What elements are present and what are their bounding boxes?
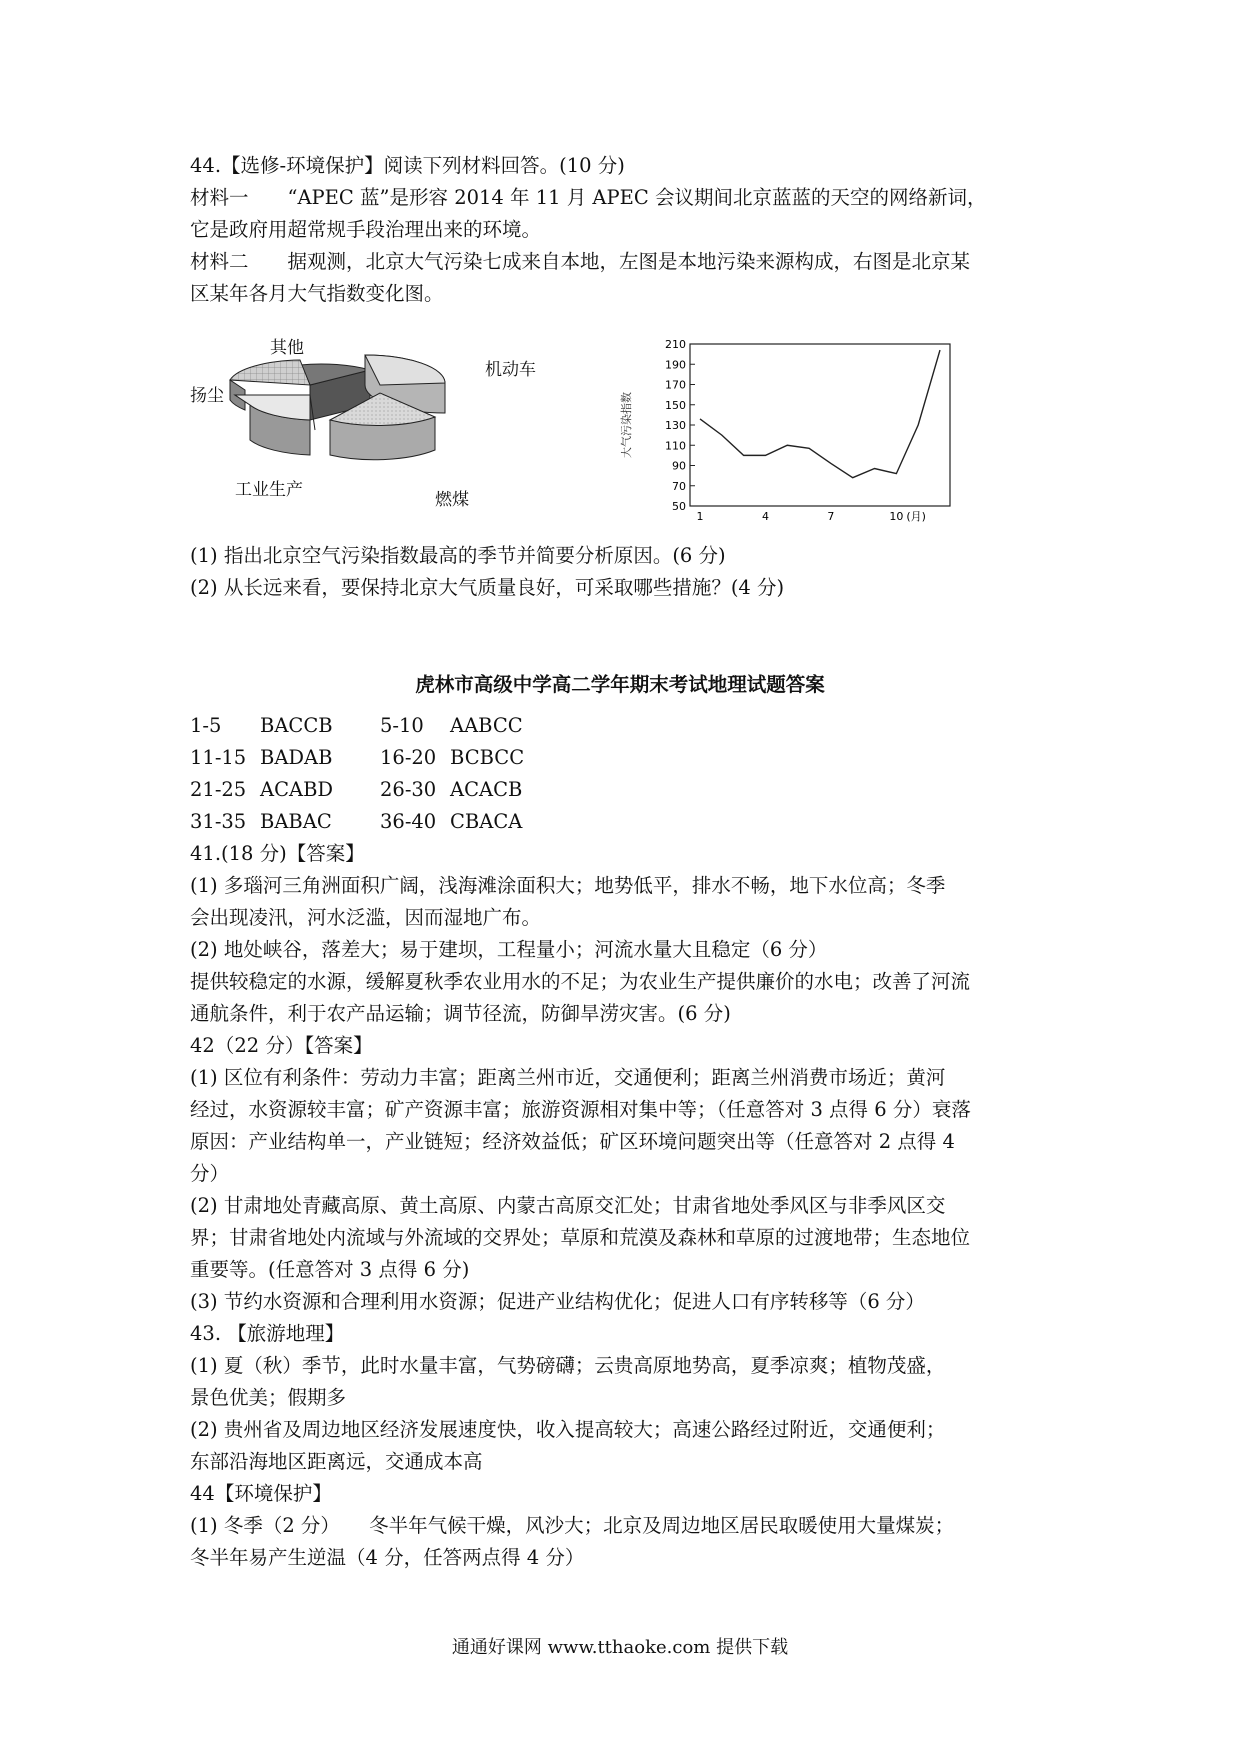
answer-line: 41.(18 分)【答案】	[190, 842, 365, 865]
answer-letters: BADAB	[260, 746, 333, 769]
air-index-line-chart	[600, 330, 960, 540]
y-tick-label: 50	[672, 500, 686, 513]
pie-label-vehicle: 机动车	[485, 360, 536, 380]
y-tick-label: 130	[665, 419, 686, 432]
answer-line: 44【环境保护】	[190, 1482, 332, 1505]
answer-line: (2) 贵州省及周边地区经济发展速度快，收入提高较大；高速公路经过附近，交通便利；	[190, 1418, 946, 1441]
answer-line: 重要等。(任意答对 3 点得 6 分)	[190, 1258, 470, 1281]
pie-label-dust: 扬尘	[190, 386, 224, 406]
material-1-line-2: 它是政府用超常规手段治理出来的环境。	[190, 218, 542, 241]
answer-line: 冬半年易产生逆温（4 分，任答两点得 4 分）	[190, 1546, 585, 1569]
answer-line: (1) 冬季（2 分） 冬半年气候干燥，风沙大；北京及周边地区居民取暖使用大量煤炭；	[190, 1514, 955, 1537]
question-range: 16-20	[380, 746, 437, 769]
answer-line: (1) 多瑙河三角洲面积广阔，浅海滩涂面积大；地势低平，排水不畅，地下水位高；冬季	[190, 874, 946, 897]
answer-line: 分）	[190, 1162, 230, 1185]
x-tick-label: 7	[827, 510, 835, 523]
material-1-line-1: 材料一 “APEC 蓝”是形容 2014 年 11 月 APEC 会议期间北京蓝蓝的天空的网络新词，	[190, 186, 987, 209]
answer-line: (2) 甘肃地处青藏高原、黄土高原、内蒙古高原交汇处；甘肃省地处季风区与非季风区交	[190, 1194, 946, 1217]
answer-line: 界；甘肃省地处内流域与外流域的交界处；草原和荒漠及森林和草原的过渡地带；生态地位	[190, 1226, 971, 1249]
y-tick-label: 210	[665, 338, 686, 351]
answers-title: 虎林市高级中学高二学年期末考试地理试题答案	[415, 673, 825, 696]
footer: 通通好课网 www.tthaoke.com 提供下载	[451, 1637, 789, 1658]
y-tick-label: 190	[665, 358, 686, 372]
answer-line: 原因：产业结构单一，产业链短；经济效益低；矿区环境问题突出等（任意答对 2 点得 4	[190, 1130, 955, 1153]
answer-line: 景色优美；假期多	[190, 1386, 347, 1409]
question-range: 26-30	[380, 778, 437, 801]
question-range: 5-10	[380, 714, 424, 737]
answer-letters: BACCB	[260, 714, 333, 737]
answer-line: (3) 节约水资源和合理利用水资源；促进产业结构优化；促进人口有序转移等（6 分）	[190, 1290, 925, 1313]
y-axis-label: 大气污染指数	[620, 392, 633, 458]
answer-line: 43. 【旅游地理】	[190, 1322, 345, 1345]
pie-label-other: 其他	[270, 338, 304, 358]
plot-frame	[690, 344, 950, 506]
series-line	[700, 350, 940, 478]
answer-letters: AABCC	[450, 714, 523, 737]
question-range: 21-25	[190, 778, 247, 801]
answer-line: 经过，水资源较丰富；矿产资源丰富；旅游资源相对集中等；（任意答对 3 点得 6 分）衰落	[190, 1098, 971, 1121]
answer-line: (1) 夏（秋）季节，此时水量丰富，气势磅礴；云贵高原地势高，夏季凉爽；植物茂盛，	[190, 1354, 946, 1377]
y-tick-label: 70	[672, 479, 686, 493]
y-tick-label: 110	[665, 439, 686, 453]
q44-sub1: (1) 指出北京空气污染指数最高的季节并简要分析原因。(6 分)	[190, 544, 726, 567]
material-2-line-2: 区某年各月大气指数变化图。	[190, 282, 444, 305]
answer-line: 42（22 分）【答案】	[190, 1034, 373, 1057]
x-axis-unit: (月)	[906, 510, 926, 523]
answer-line: 提供较稳定的水源，缓解夏秋季农业用水的不足；为农业生产提供廉价的水电；改善了河流	[190, 970, 971, 993]
answer-letters: BABAC	[260, 810, 332, 833]
answer-line: 东部沿海地区距离远，交通成本高	[190, 1450, 483, 1473]
material-2-line-1: 材料二 据观测，北京大气污染七成来自本地，左图是本地污染来源构成，右图是北京某	[190, 250, 971, 273]
answer-letters: ACABD	[260, 778, 334, 801]
x-tick-label: 1	[696, 510, 704, 523]
answer-line: (1) 区位有利条件：劳动力丰富；距离兰州市近，交通便利；距离兰州消费市场近；黄河	[190, 1066, 946, 1089]
q44-sub2: (2) 从长远来看，要保持北京大气质量良好，可采取哪些措施？(4 分)	[190, 576, 785, 599]
question-range: 36-40	[380, 810, 437, 833]
question-range: 1-5	[190, 714, 222, 737]
question-range: 31-35	[190, 810, 247, 833]
answer-line: 通航条件，利于农产品运输；调节径流，防御旱涝灾害。(6 分)	[190, 1002, 731, 1025]
pie-label-coal: 燃煤	[435, 490, 469, 510]
y-tick-label: 150	[665, 398, 686, 412]
answer-letters: ACACB	[450, 778, 523, 801]
pollution-source-pie	[190, 325, 570, 510]
q44-title: 44.【选修-环境保护】阅读下列材料回答。(10 分)	[190, 154, 625, 177]
answer-line: (2) 地处峡谷，落差大；易于建坝，工程量小；河流水量大且稳定（6 分）	[190, 938, 828, 961]
answer-letters: CBACA	[450, 810, 523, 833]
x-tick-label: 4	[761, 510, 769, 523]
pie-label-industry: 工业生产	[235, 480, 303, 500]
answer-letters: BCBCC	[450, 746, 525, 769]
y-tick-label: 90	[672, 459, 686, 473]
question-range: 11-15	[190, 746, 247, 769]
x-tick-label: 10	[889, 510, 904, 523]
pie-slice-industry	[235, 395, 315, 455]
y-tick-label: 170	[665, 378, 686, 392]
answer-line: 会出现凌汛，河水泛滥，因而湿地广布。	[190, 906, 542, 929]
